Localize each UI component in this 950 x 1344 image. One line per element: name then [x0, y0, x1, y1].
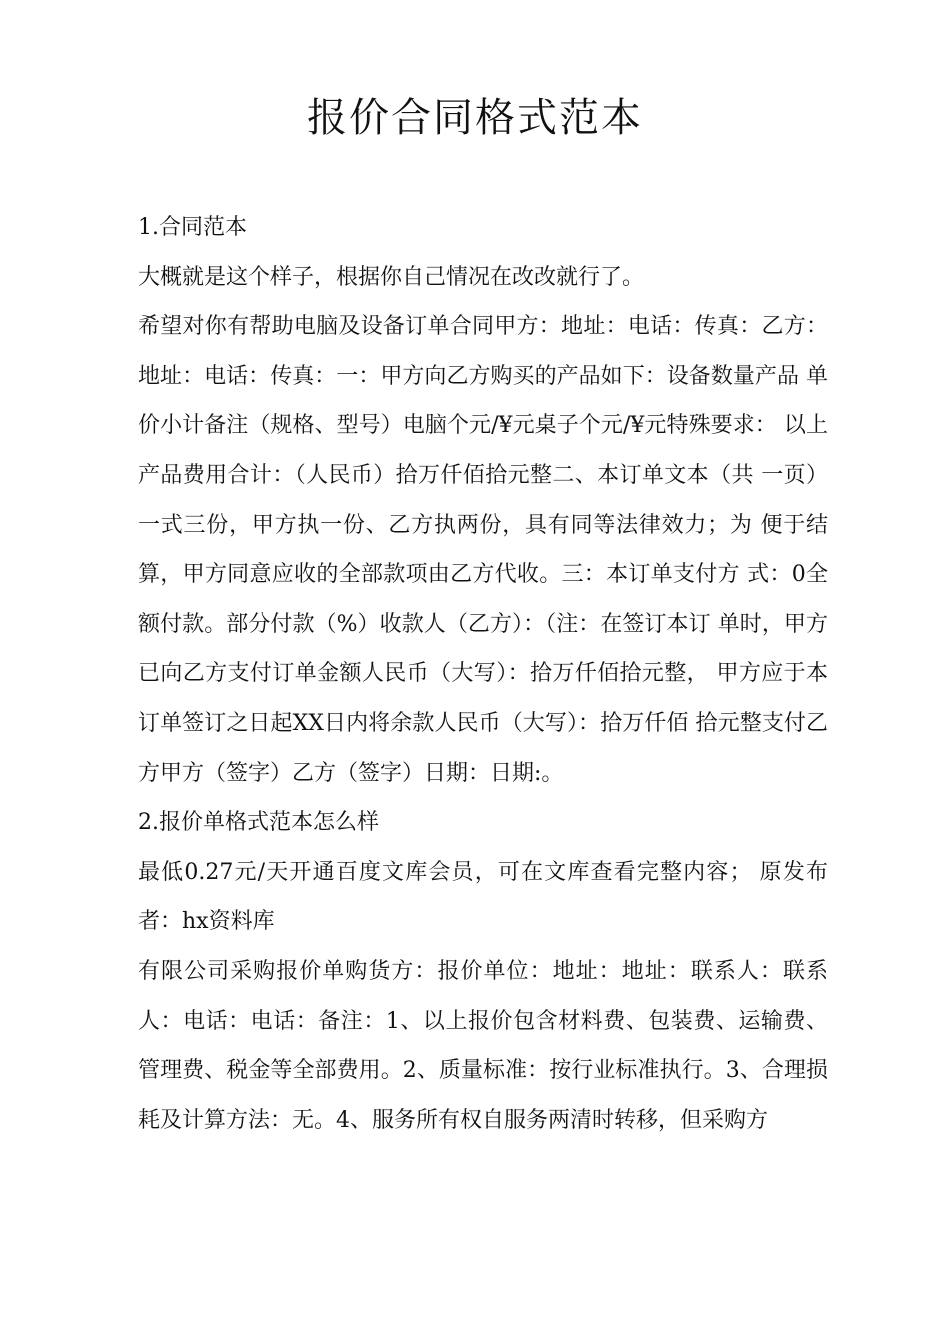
paragraph-order-contract: 希望对你有帮助电脑及设备订单合同甲方：地址：电话：传真：乙方： 地址：电话：传真：一：甲方向乙方购买的产品如下：设备数量产品 单价小计备注（规格、型号）电脑个元/¥元桌子个元/¥元特殊要求： 以上产品费用合计：（人民币）拾万仟佰拾元整二、本订单文本（共 一页）一式三份，甲方执一份、乙方执两份，具有同等法律效力；为 便于结算，甲方同意应收的全部款项由乙方代收。三：本订单支付方 式：0全额付款。部分付款（%）收款人（乙方）：（注：在签订本订 单时，甲方已向乙方支付订单金额人民币（大写）：拾万仟佰拾元整， 甲方应于本订单签订之日起XX日内将余款人民币（大写）：拾万仟佰 拾元整支付乙方甲方（签字）乙方（签字）日期：日期:。 [138, 314, 828, 786]
section-heading-2: 2.报价单格式范本怎么样 [138, 810, 379, 836]
document-body [138, 203, 828, 1145]
document-title: 报价合同格式范本 [307, 95, 643, 141]
paragraph-membership-note: 最低0.27元/天开通百度文库会员，可在文库查看完整内容； 原发布者：hx资料库 [138, 859, 828, 935]
paragraph-intro: 大概就是这个样子，根据你自己情况在改改就行了。 [138, 264, 645, 290]
section-heading-1: 1.合同范本 [138, 215, 247, 240]
paragraph-quotation: 有限公司采购报价单购货方：报价单位：地址：地址：联系人：联系人：电话：电话：备注：1、以上报价包含材料费、包装费、运输费、管理费、税金等全部费用。2、质量标准：按行业标准执行。3、合理损耗及计算方法：无。4、服务所有权自服务两清时转移，但采购方 [138, 958, 828, 1133]
